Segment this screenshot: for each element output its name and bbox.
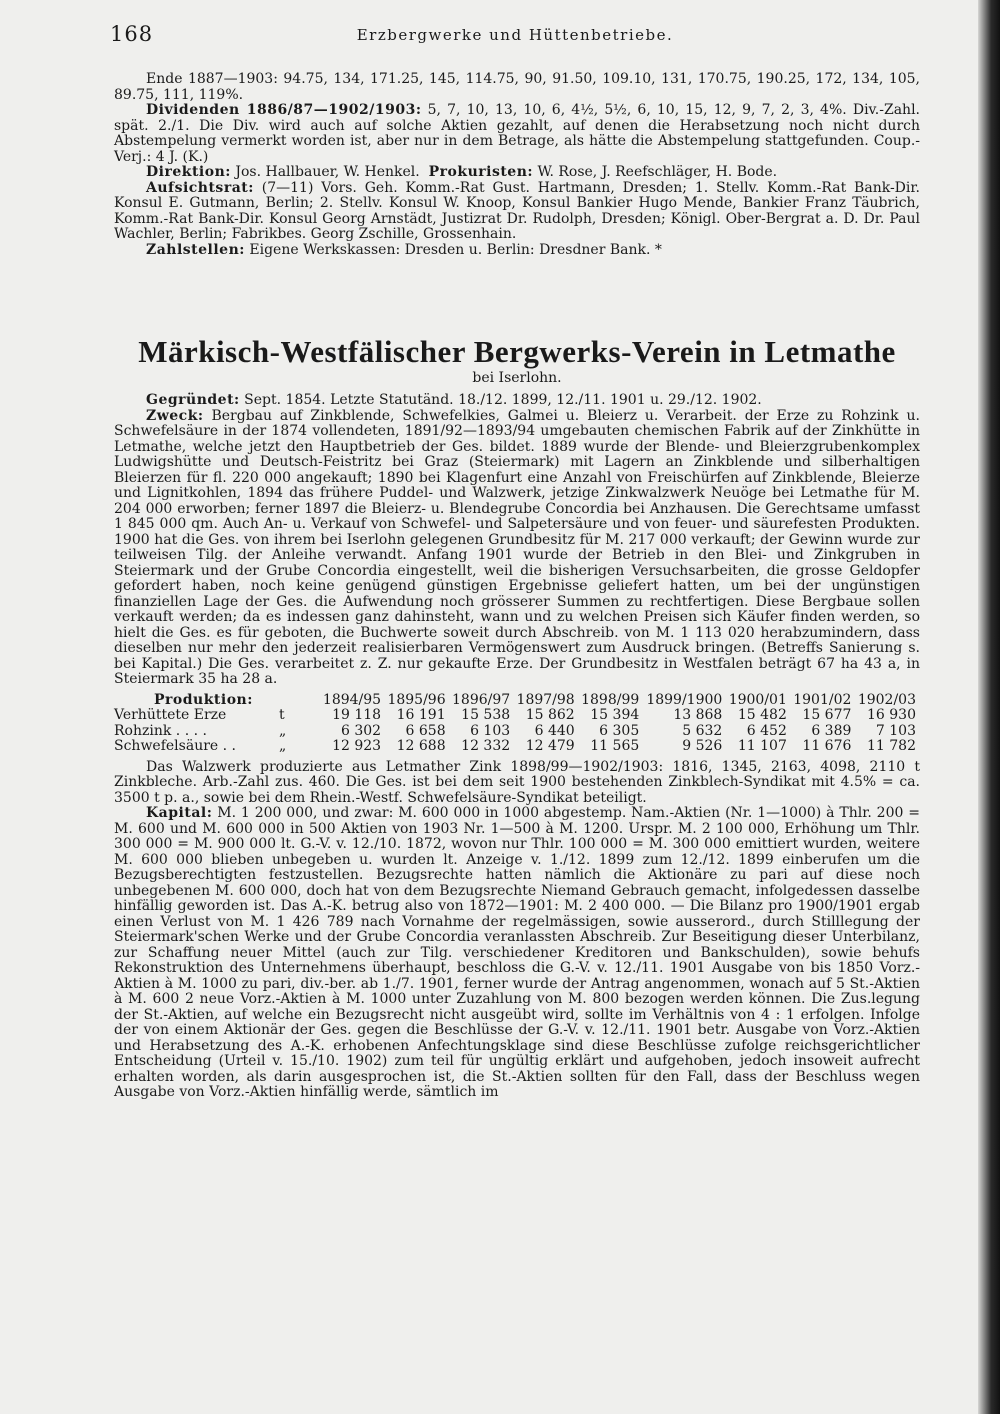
gegruendet-text: Sept. 1854. Letzte Statutänd. 18./12. 1899, 12./11. 1901 u. 29./12. 1902.: [239, 392, 762, 408]
year-cell: 1895/96: [387, 691, 446, 708]
value-cell: 7 103: [875, 722, 916, 739]
aufsichtsrat-paragraph: [114, 181, 920, 243]
company-heading: [110, 334, 924, 370]
value-cell: 11 107: [737, 738, 787, 754]
running-title: Erzbergwerke und Hüttenbetriebe.: [356, 26, 674, 44]
value-cell: 6 103: [470, 722, 511, 739]
value-cell: 6 302: [340, 722, 382, 739]
value-cell: 12 688: [396, 738, 446, 754]
gegruendet-label: Gegründet:: [146, 392, 240, 408]
gegruendet-paragraph: [114, 393, 920, 409]
value-cell: 15 538: [461, 707, 511, 723]
kapital-label: Kapital:: [146, 805, 213, 821]
value-cell: 6 452: [746, 722, 787, 739]
year-cell: 1898/99: [581, 691, 640, 708]
table-row: [114, 739, 920, 755]
dividenden-text: 5, 7, 10, 13, 10, 6, 4½, 5½, 6, 10, 15, 12, 9, 7, 2, 3, 4%. Div.-Zahl. spät. 2./1. Die Div. wird auch auf solche Aktien gezahlt, auf denen die Herabsetzung noch nicht durch Abstempelung vermerkt worden ist, aber nur in dem Betrage, als hätte die Abstempelung stattgefunden. Coup.-Verj.: 4 J. (K.): [114, 102, 921, 165]
prokuristen-label: Prokuristen:: [428, 164, 534, 180]
year-cell: 1894/95: [322, 691, 382, 708]
value-cell: 15 677: [802, 707, 852, 723]
value-cell: 11 676: [802, 738, 852, 754]
table-row: [114, 724, 920, 740]
value-cell: 12 923: [332, 738, 382, 754]
company-location: bei Iserlohn.: [472, 370, 562, 386]
year-cell: 1900/01: [728, 691, 787, 708]
dividenden-paragraph: [114, 103, 920, 165]
value-cell: 5 632: [682, 722, 723, 739]
zweck-paragraph: [114, 409, 920, 688]
value-cell: 12 332: [461, 738, 511, 754]
zweck-text: Bergbau auf Zinkblende, Schwefelkies, Galmei u. Bleierz u. Verarbeit. der Erze zu Rohzink u. Schwefelsäure in der 1874 vollendeten, 1891/92—1893/94 umgebauten chemischen Fabrik auf der Zinkhütte in Letmathe, welche jetzt den Hauptbetrieb der Ges. bildet. 1889 wurde der Blende- und Bleierzgrubenkomplex Ludwigshütte und Deutsch-Feistritz bei Graz (Steiermark) mit Lagern an Zinkblende und silberhaltigen Bleierzen für fl. 220 000 angekauft; 1890 bei Klagenfurt eine Anzahl von Freischürfen auf Zinkblende, Bleierze und Lignitkohlen, 1894 das frühere Puddel- und Walzwerk, jetzige Zinkwalzwerk Neuöge bei Letmathe für M. 204 000 erworben; ferner 1897 die Bleierz- u. Blendegrube Concordia bei Anzhausen. Die Gerechtsame umfasst 1 845 000 qm. Auch An- u. Verkauf von Schwefel- und Salpetersäure und von feuer- und säurefesten Produkten. 1900 hat die Ges. von ihrem bei Iserlohn gelegenen Grundbesitz für M. 217 000 verkauft; der Gewinn wurde zur teilweisen Tilg. der Anleihe verwandt. Anfang 1901 wurde der Betrieb in den Blei- und Zinkgruben in Steiermark und der Grube Concordia eingestellt, weil die bisherigen Versuchsarbeiten, die grosse Geldopfer gefordert haben, noch keine genügend günstigen Ergebnisse geliefert hatten, um bei der ungünstigen finanziellen Lage der Ges. die Aufwendung noch grösserer Summen zu rechtfertigen. Diese Bergbaue sollen verkauft werden; da es indessen ganz dahinsteht, wann und zu welchen Preisen sich Käufer finden werden, so hielt die Ges. es für geboten, die Buchwerte soweit durch Abschreib. von M. 1 113 020 herabzumindern, dass dieselben nur mehr den jederzeit realisierbaren Vermögenswert zum Ausdruck bringen. (Betreffs Sanierung s. bei Kapital.) Die Ges. verarbeitet z. Z. nur gekaufte Erze. Der Grundbesitz in Westfalen beträgt 67 ha 43 a, in Steiermark 35 ha 28 a.: [114, 407, 920, 687]
value-cell: 13 868: [673, 707, 723, 723]
value-cell: 6 305: [599, 722, 640, 739]
value-cell: 6 389: [811, 722, 852, 739]
row-unit: t: [279, 707, 285, 723]
table-row: [114, 708, 920, 724]
value-cell: 6 440: [534, 722, 575, 739]
value-cell: 9 526: [682, 738, 723, 754]
direktion-paragraph: [114, 165, 920, 181]
page-header: [110, 22, 920, 52]
row-unit: „: [279, 738, 287, 754]
value-cell: 12 479: [525, 738, 575, 754]
walzwerk-paragraph: Das Walzwerk produzierte aus Letmather Zink 1898/99—1902/1903: 1816, 1345, 2163, 4098, 2110 t Zinkbleche. Arb.-Zahl zus. 460. Die Ges. ist bei dem seit 1900 bestehenden Zinkblech-Syndikat mit 4.5% = ca. 3500 t p. a., sowie bei dem Rhein.-Westf. Schwefelsäure-Syndikat beteiligt.: [114, 758, 920, 806]
value-cell: 6 658: [405, 722, 446, 739]
ende-line: Ende 1887—1903: 94.75, 134, 171.25, 145, 114.75, 90, 91.50, 109.10, 131, 170.75, 190.25, 172, 134, 105, 89.75, 111, 119%.: [114, 71, 920, 103]
row-label: Schwefelsäure . .: [114, 738, 236, 754]
year-cell: 1897/98: [516, 691, 575, 708]
year-cell: 1899/1900: [646, 691, 723, 708]
value-cell: 15 862: [525, 707, 575, 723]
prokuristen-text: W. Rose, J. Reefschläger, H. Bode.: [533, 164, 778, 180]
zweck-label: Zweck:: [146, 407, 204, 424]
value-cell: 15 482: [737, 707, 787, 723]
value-cell: 16 930: [867, 707, 916, 723]
company-entry: [114, 393, 920, 1101]
produktion-label: Produktion:: [154, 691, 253, 708]
value-cell: 11 782: [867, 738, 916, 754]
row-unit: „: [279, 722, 287, 739]
dividenden-label: Dividenden 1886/87—1902/1903:: [146, 102, 422, 118]
kapital-text: M. 1 200 000, und zwar: M. 600 000 in 1000 abgestemp. Nam.-Aktien (Nr. 1—1000) à Thlr. 200 = M. 600 und M. 600 000 in 500 Aktien von 1903 Nr. 1—500 à M. 1200. Urspr. M. 2 100 000, Erhöhung um Thlr. 300 000 = M. 900 000 lt. G.-V. v. 12./10. 1872, wovon nur Thlr. 100 000 = M. 300 000 emittiert wurden, weitere M. 600 000 blieben unbegeben u. wurden lt. Anzeige v. 1./12. 1899 zum 12./12. 1899 einberufen um die Bezugsberechtigten festzustellen. Bezugsrechte hatten nämlich die Aktionäre zu pari auf diese noch unbegebenen M. 600 000, doch hat von dem Bezugsrechte Niemand Gebrauch gemacht, infolgedessen dasselbe hinfällig geworden ist. Das A.-K. betrug also von 1872—1901: M. 2 400 000. — Die Bilanz pro 1900/1901 ergab einen Verlust von M. 1 426 789 nach Vornahme der regelmässigen, sowie ausserord., durch Stilllegung der Steiermark'schen Werke und der Grube Concordia veranlassten Abschreib. Zur Beseitigung dieser Unterbilanz, zur Schaffung neuer Mittel (auch zur Tilg. verschiedener Kreditoren und Bankschulden), sowie behufs Rekonstruktion des Unternehmens überhaupt, beschloss die G.-V. v. 12./11. 1901 Ausgabe von bis 1850 Vorz.-Aktien à M. 1000 zu pari, div.-ber. ab 1./7. 1901, ferner wurde der Antrag angenommen, wonach auf 5 St.-Aktien à M. 600 2 neue Vorz.-Aktien à M. 1000 unter Zuzahlung von M. 800 bezogen werden können. Die Zus.legung der St.-Aktien, auf welche ein Bezugsrecht nicht ausgeübt wird, sollte im Verhältnis von 4 : 1 erfolgen. Infolge der von einem Aktionär der Ges. gegen die Beschlüsse der G.-V. v. 12./11. 1901 betr. Ausgabe von Vorz.-Aktien und Herabsetzung des A.-K. erhobenen Anfechtungsklage sind diese Beschlüsse zufolge reichsgerichtlicher Entscheidung (Urteil v. 15./10. 1902) zum teil für ungültig erklärt und aufgehoben, jedoch insoweit aufrecht erhalten worden, als darin ausgesprochen ist, die St.-Aktien sollten für den Fall, dass der Beschluss wegen Ausgabe von Vorz.-Aktien hinfällig werde, sämtlich im: [114, 805, 920, 1100]
aufsichtsrat-text: (7—11) Vors. Geh. Komm.-Rat Gust. Hartmann, Dresden; 1. Stellv. Komm.-Rat Bank-Dir. Konsul E. Gutmann, Berlin; 2. Stellv. Konsul W. Knoop, Konsul Bankier Hugo Mende, Bankier Franz Täubrich, Komm.-Rat Bank-Dir. Konsul Georg Arnstädt, Justizrat Dr. Rudolph, Dresden; Königl. Ober-Bergrat a. D. Dr. Paul Wachler, Berlin; Fabrikbes. Georg Zschille, Grossenhain.: [114, 179, 920, 242]
company-name: Märkisch-Westfälischer Bergwerks-Verein in Letmathe: [130, 334, 904, 369]
aufsichtsrat-label: Aufsichtsrat:: [146, 179, 254, 196]
value-cell: 19 118: [332, 707, 382, 723]
year-cell: 1902/03: [857, 691, 916, 708]
direktion-text: Jos. Hallbauer, W. Henkel.: [230, 164, 420, 180]
value-cell: 16 191: [396, 707, 446, 723]
zahlstellen-label: Zahlstellen:: [146, 241, 245, 258]
value-cell: 11 565: [590, 738, 640, 754]
year-cell: 1901/02: [793, 691, 852, 708]
zahlstellen-text: Eigene Werkskassen: Dresden u. Berlin: Dresdner Bank. *: [244, 241, 662, 258]
kapital-paragraph: [114, 806, 920, 1101]
page-number: 168: [110, 22, 154, 46]
produktion-header-row: [114, 693, 920, 709]
zahlstellen-paragraph: [114, 243, 920, 259]
direktion-label: Direktion:: [146, 164, 231, 180]
book-spine-shadow: [978, 0, 1000, 1414]
row-label: Rohzink . . . .: [114, 722, 207, 739]
previous-entry: [114, 72, 920, 258]
produktion-table: [114, 693, 920, 755]
year-cell: 1896/97: [452, 691, 511, 708]
value-cell: 15 394: [590, 707, 640, 723]
row-label: Verhüttete Erze: [114, 707, 227, 723]
